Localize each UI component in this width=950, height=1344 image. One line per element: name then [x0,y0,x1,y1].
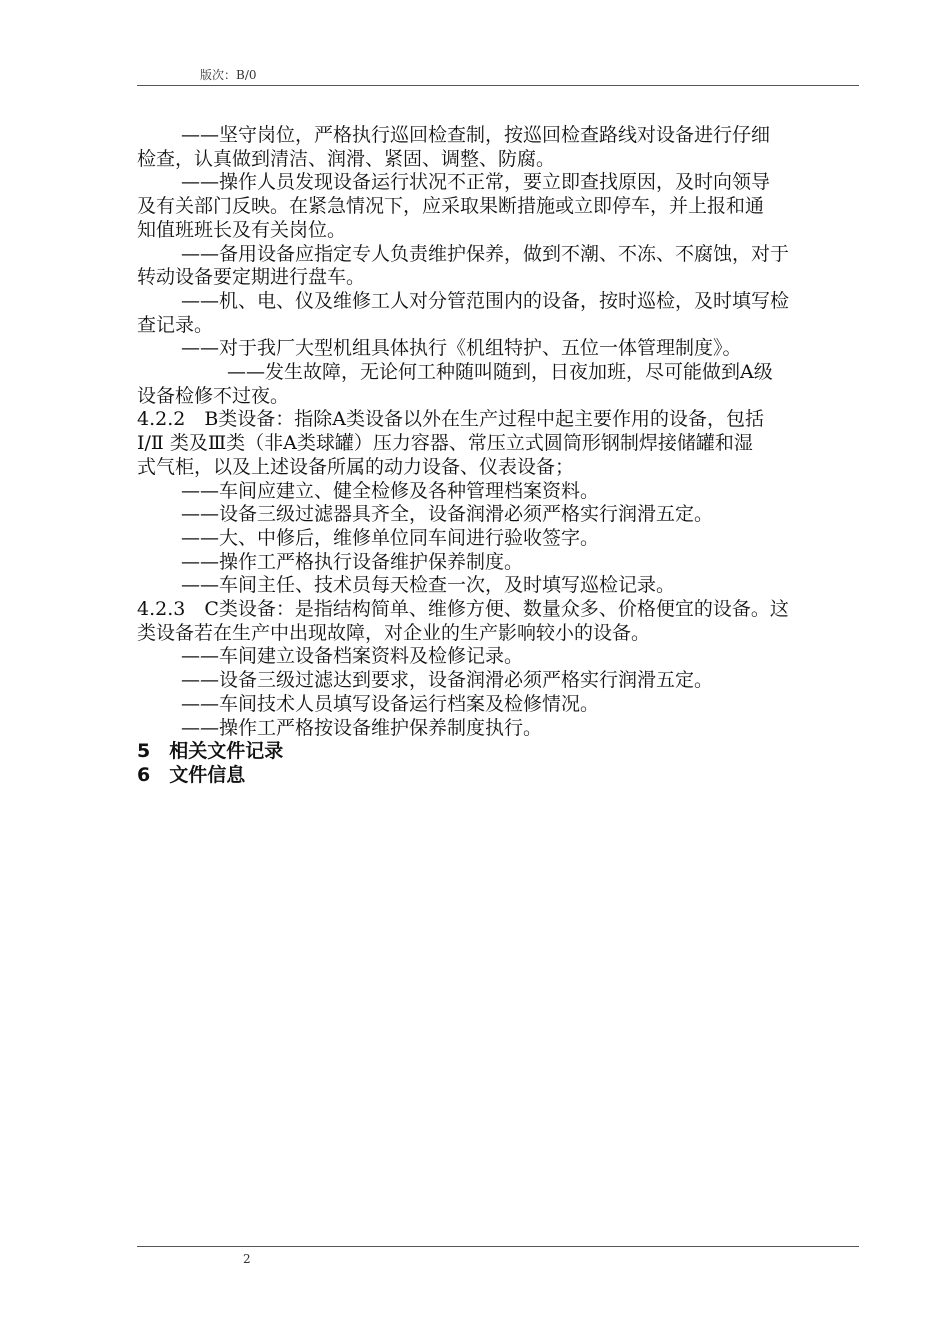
paragraph-line: ——机、电、仪及维修工人对分管范围内的设备，按时巡检，及时填写检 [181,289,790,312]
version-label: 版次：B/0 [200,68,257,82]
paragraph-line: ——坚守岗位，严格执行巡回检查制，按巡回检查路线对设备进行仔细 [181,124,771,146]
document-body [137,124,859,788]
paragraph-line: ——操作工严格按设备维护保养制度执行。 [181,716,543,739]
footer-rule [137,1246,859,1247]
section-heading: 6 文件信息 [137,763,246,786]
paragraph-line: ——发生故障，无论何工种随叫随到，日夜加班，尽可能做到A级 [227,361,773,384]
page-number: 2 [243,1252,251,1266]
section-heading: 5 相关文件记录 [137,740,284,763]
paragraph-line: ——操作工严格执行设备维护保养制度。 [181,550,524,573]
paragraph-line: ——车间建立设备档案资料及检修记录。 [181,645,524,668]
paragraph-line: 及有关部门反映。在紧急情况下，应采取果断措施或立即停车，并上报和通 [137,195,765,218]
section-line: 4.2.2 B类设备：指除A类设备以外在生产过程中起主要作用的设备，包括 [137,408,765,431]
paragraph-line: 转动设备要定期进行盘车。 [137,266,366,289]
paragraph-line: Ⅰ/Ⅱ 类及Ⅲ类（非A类球罐）压力容器、常压立式圆筒形钢制焊接储罐和湿 [137,432,753,455]
paragraph-line: ——大、中修后，维修单位同车间进行验收签字。 [181,526,600,549]
section-line: 4.2.3 C类设备：是指结构简单、维修方便、数量众多、价格便宜的设备。这 [137,598,789,621]
paragraph-line: ——设备三级过滤达到要求，设备润滑必须严格实行润滑五定。 [181,669,714,692]
paragraph-line: ——对于我厂大型机组具体执行《机组特护、五位一体管理制度》。 [181,337,742,360]
paragraph-line: 知值班班长及有关岗位。 [137,218,347,241]
paragraph-line: ——车间技术人员填写设备运行档案及检修情况。 [181,692,600,715]
paragraph-line: 式气柜，以及上述设备所属的动力设备、仪表设备； [137,455,575,478]
paragraph-line: ——车间应建立、健全检修及各种管理档案资料。 [181,479,600,502]
paragraph-line: ——设备三级过滤器具齐全，设备润滑必须严格实行润滑五定。 [181,503,714,526]
header-rule [137,85,859,86]
paragraph-line: 类设备若在生产中出现故障，对企业的生产影响较小的设备。 [137,621,651,644]
paragraph-line: 检查，认真做到清洁、润滑、紧固、调整、防腐。 [137,147,556,170]
paragraph-line: 查记录。 [137,313,214,336]
paragraph-line: 设备检修不过夜。 [137,384,290,407]
paragraph-line: ——车间主任、技术员每天检查一次，及时填写巡检记录。 [181,574,676,597]
paragraph-line: ——操作人员发现设备运行状况不正常，要立即查找原因，及时向领导 [181,171,771,194]
paragraph-line: ——备用设备应指定专人负责维护保养，做到不潮、不冻、不腐蚀，对于 [181,242,790,265]
